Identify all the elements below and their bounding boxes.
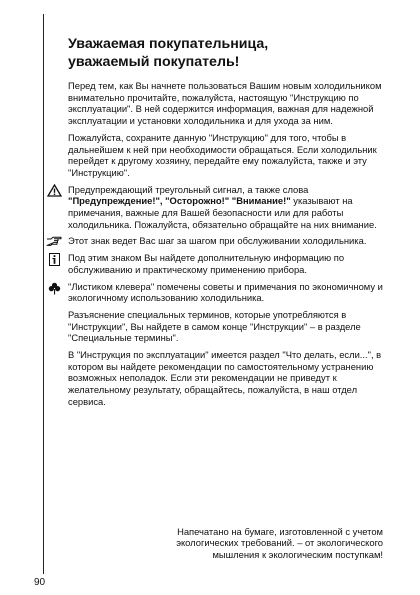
troubleshooting-paragraph: В "Инструкция по эксплуатации" имеется раздел "Что делать, если...", в котором вы найдете рекомендации по самостоятельному устранению возможных неполадок. Если эти рекомендации не приведут к желательному результату, обращайтесь, пожалуйста, в наш отдел сервиса.: [68, 349, 382, 407]
eco-note-line-3: мышления к экологическим поступкам!: [212, 548, 383, 560]
info-text: Под этим знаком Вы найдете дополнительную информацию по обслуживанию и практическому применению прибора.: [68, 252, 345, 275]
eco-paper-note: [120, 526, 383, 560]
clover-block: [68, 281, 386, 304]
warning-triangle-icon: [47, 184, 61, 196]
info-block: [68, 252, 386, 275]
warning-text-start: Предупреждающий треугольный сигнал, а также слова: [68, 183, 309, 195]
intro-paragraph-2: Пожалуйста, сохраните данную "Инструкцию" для того, чтобы в дальнейшем к ней при необходимости обращаться. Если холодильник перейдет к другому хозяину, передайте ему пожалуйста, также и эту "Инструкцию".: [68, 131, 377, 178]
page-title: [68, 36, 386, 71]
clover-text: "Листиком клевера" помечены советы и примечания по экономичному и экологичному использованию холодильника.: [68, 280, 383, 304]
warning-bold-words: "Предупреждение!", "Осторожно!" "Внимание!": [68, 195, 291, 207]
warning-text: [68, 184, 386, 231]
warning-text-end: указывают на примечания, важные для Вашей безопасности или для работы холодильника. Пожалуйста, обязательно обращайте на них внимание.: [68, 195, 377, 230]
warning-block: [68, 184, 386, 231]
hand-block: [68, 235, 386, 247]
hand-text: Этот знак ведет Вас шаг за шагом при обслуживании холодильника.: [68, 235, 367, 247]
title-line-1: Уважаемая покупательница,: [68, 36, 269, 52]
eco-note-line-1: Напечатано на бумаге, изготовленной с учетом: [177, 526, 383, 537]
terms-paragraph: Разъяснение специальных терминов, которые употребляются в "Инструкции", Вы найдете в самом конце "Инструкции" – в разделе "Специальные термины".: [68, 308, 361, 344]
intro-paragraph-1: Перед тем, как Вы начнете пользоваться Вашим новым холодильником внимательно прочитайте, пожалуйста, настоящую "Инструкцию по эксплуатации". В ней содержится информация, важная для надежной эксплуатации и установки холодильника и для ухода за ним.: [68, 80, 382, 127]
pointing-hand-icon: [46, 236, 60, 248]
eco-note-line-2: экологических требований. – от экологического: [176, 537, 383, 549]
margin-rule: [43, 14, 44, 574]
info-icon: [49, 253, 63, 265]
main-content: [68, 36, 386, 413]
title-line-2: уважаемый покупатель!: [68, 53, 240, 70]
page-number: 90: [34, 577, 46, 588]
clover-leaf-icon: [48, 282, 62, 294]
